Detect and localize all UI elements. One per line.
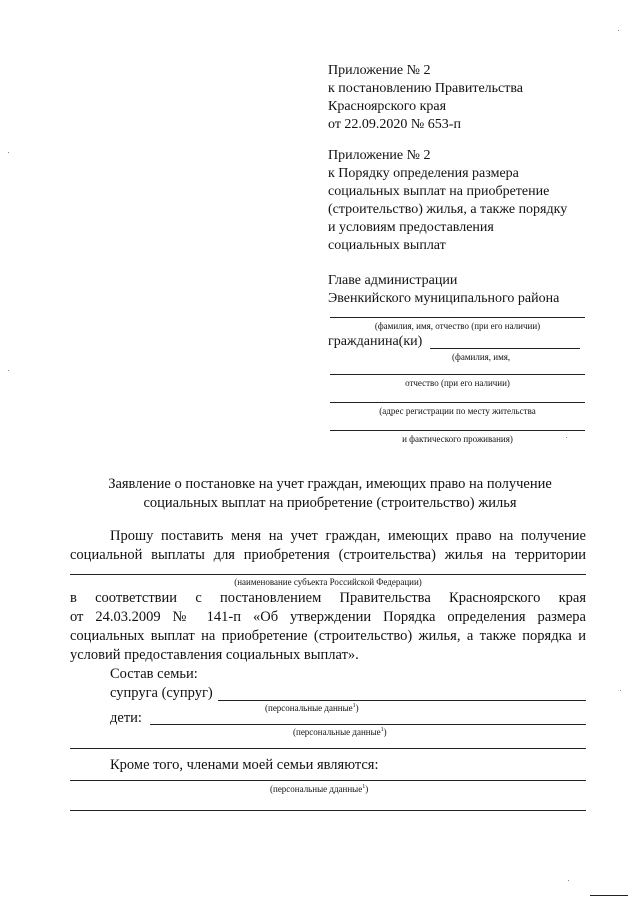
hint-personal-text: (персональные данные [293,727,381,737]
p2-line-3: социальных выплат на приобретение (строительство) жилья, а также порядка и [70,628,586,644]
children-label: дети: [110,710,142,726]
appendix-2-line: к Порядку определения размера [328,166,519,181]
p1-line-1: Прошу поставить меня на учет граждан, имеющих право на получение [110,528,586,544]
addressee-line: Эвенкийского муниципального района [328,291,560,306]
appendix-1-line: Приложение № 2 [328,63,431,78]
children-line[interactable] [150,724,586,725]
footnote-mark: 1 [352,703,356,709]
appendix-2-line: Приложение № 2 [328,148,431,163]
scan-speck [568,880,569,881]
footnote-mark: 1 [362,784,366,790]
addressee-block [328,272,559,308]
p1-line-2: социальной выплаты для приобретения (строительства) жилья на территории [70,547,586,563]
spouse-line[interactable] [218,700,586,701]
title-line: Заявление о постановке на учет граждан, имеющих право на получение [108,476,552,492]
footnote-separator [590,895,628,896]
fio-line[interactable] [330,317,585,318]
scan-speck [8,370,9,371]
hint-fio: (фамилия, имя, отчество (при его наличии) [374,321,541,331]
p2-line-1: в соответствии с постановлением Правительства Красноярского края [70,590,586,606]
hint-personal-children [293,727,387,737]
hint-actual: и фактического проживания) [402,434,513,444]
document-title [60,475,600,513]
fio-line-2[interactable] [330,374,585,375]
appendix-2-line: социальных выплат на приобретение [328,184,550,199]
p2-line-4: условий предоставления социальных выплат». [70,647,359,663]
hint-personal-text: (персональные дданные [270,784,363,794]
appendix-2-block [328,147,567,255]
appendix-2-line: и условиям предоставления [328,220,494,235]
scan-speck [566,437,567,438]
citizen-label: гражданина(ки) [328,334,423,349]
title-line: социальных выплат на приобретение (строительство) жилья [143,495,517,511]
p2-line-2: от 24.03.2009 № 141-п «Об утверждении Порядка определения размера [70,609,586,625]
appendix-2-line: социальных выплат [328,238,446,253]
address-line[interactable] [330,402,585,403]
appendix-1-line: к постановлению Правительства [328,81,524,96]
addressee-line: Главе администрации [328,273,458,288]
close-paren: ) [383,727,387,737]
members-line-2[interactable] [70,810,586,811]
hint-fio-2b: отчество (при его наличии) [405,378,510,388]
citizen-line[interactable] [430,348,580,349]
appendix-1-block [328,62,523,134]
also-members-label: Кроме того, членами моей семьи являются: [110,757,379,773]
appendix-1-line: Красноярского края [328,99,447,114]
hint-personal-text: (персональные данные [265,703,353,713]
hint-subject: (наименование субъекта Российской Федерации) [234,577,422,587]
appendix-1-line: от 22.09.2020 № 653-п [328,117,461,132]
close-paren: ) [355,703,359,713]
close-paren: ) [365,784,369,794]
spouse-label: супруга (супруг) [110,685,213,701]
members-line[interactable] [70,780,586,781]
scan-speck [8,152,9,153]
scan-speck [618,30,619,31]
children-line-2[interactable] [70,748,586,749]
subject-line[interactable] [70,574,586,575]
scan-speck [620,690,621,691]
hint-fio-2a: (фамилия, имя, [452,352,511,362]
footnote-mark: 1 [380,727,384,733]
hint-personal-members [270,784,368,794]
hint-personal-spouse [265,703,359,713]
appendix-2-line: (строительство) жилья, а также порядку [328,202,568,217]
family-label: Состав семьи: [110,666,198,682]
hint-address: (адрес регистрации по месту жительства [379,406,536,416]
actual-address-line[interactable] [330,430,585,431]
